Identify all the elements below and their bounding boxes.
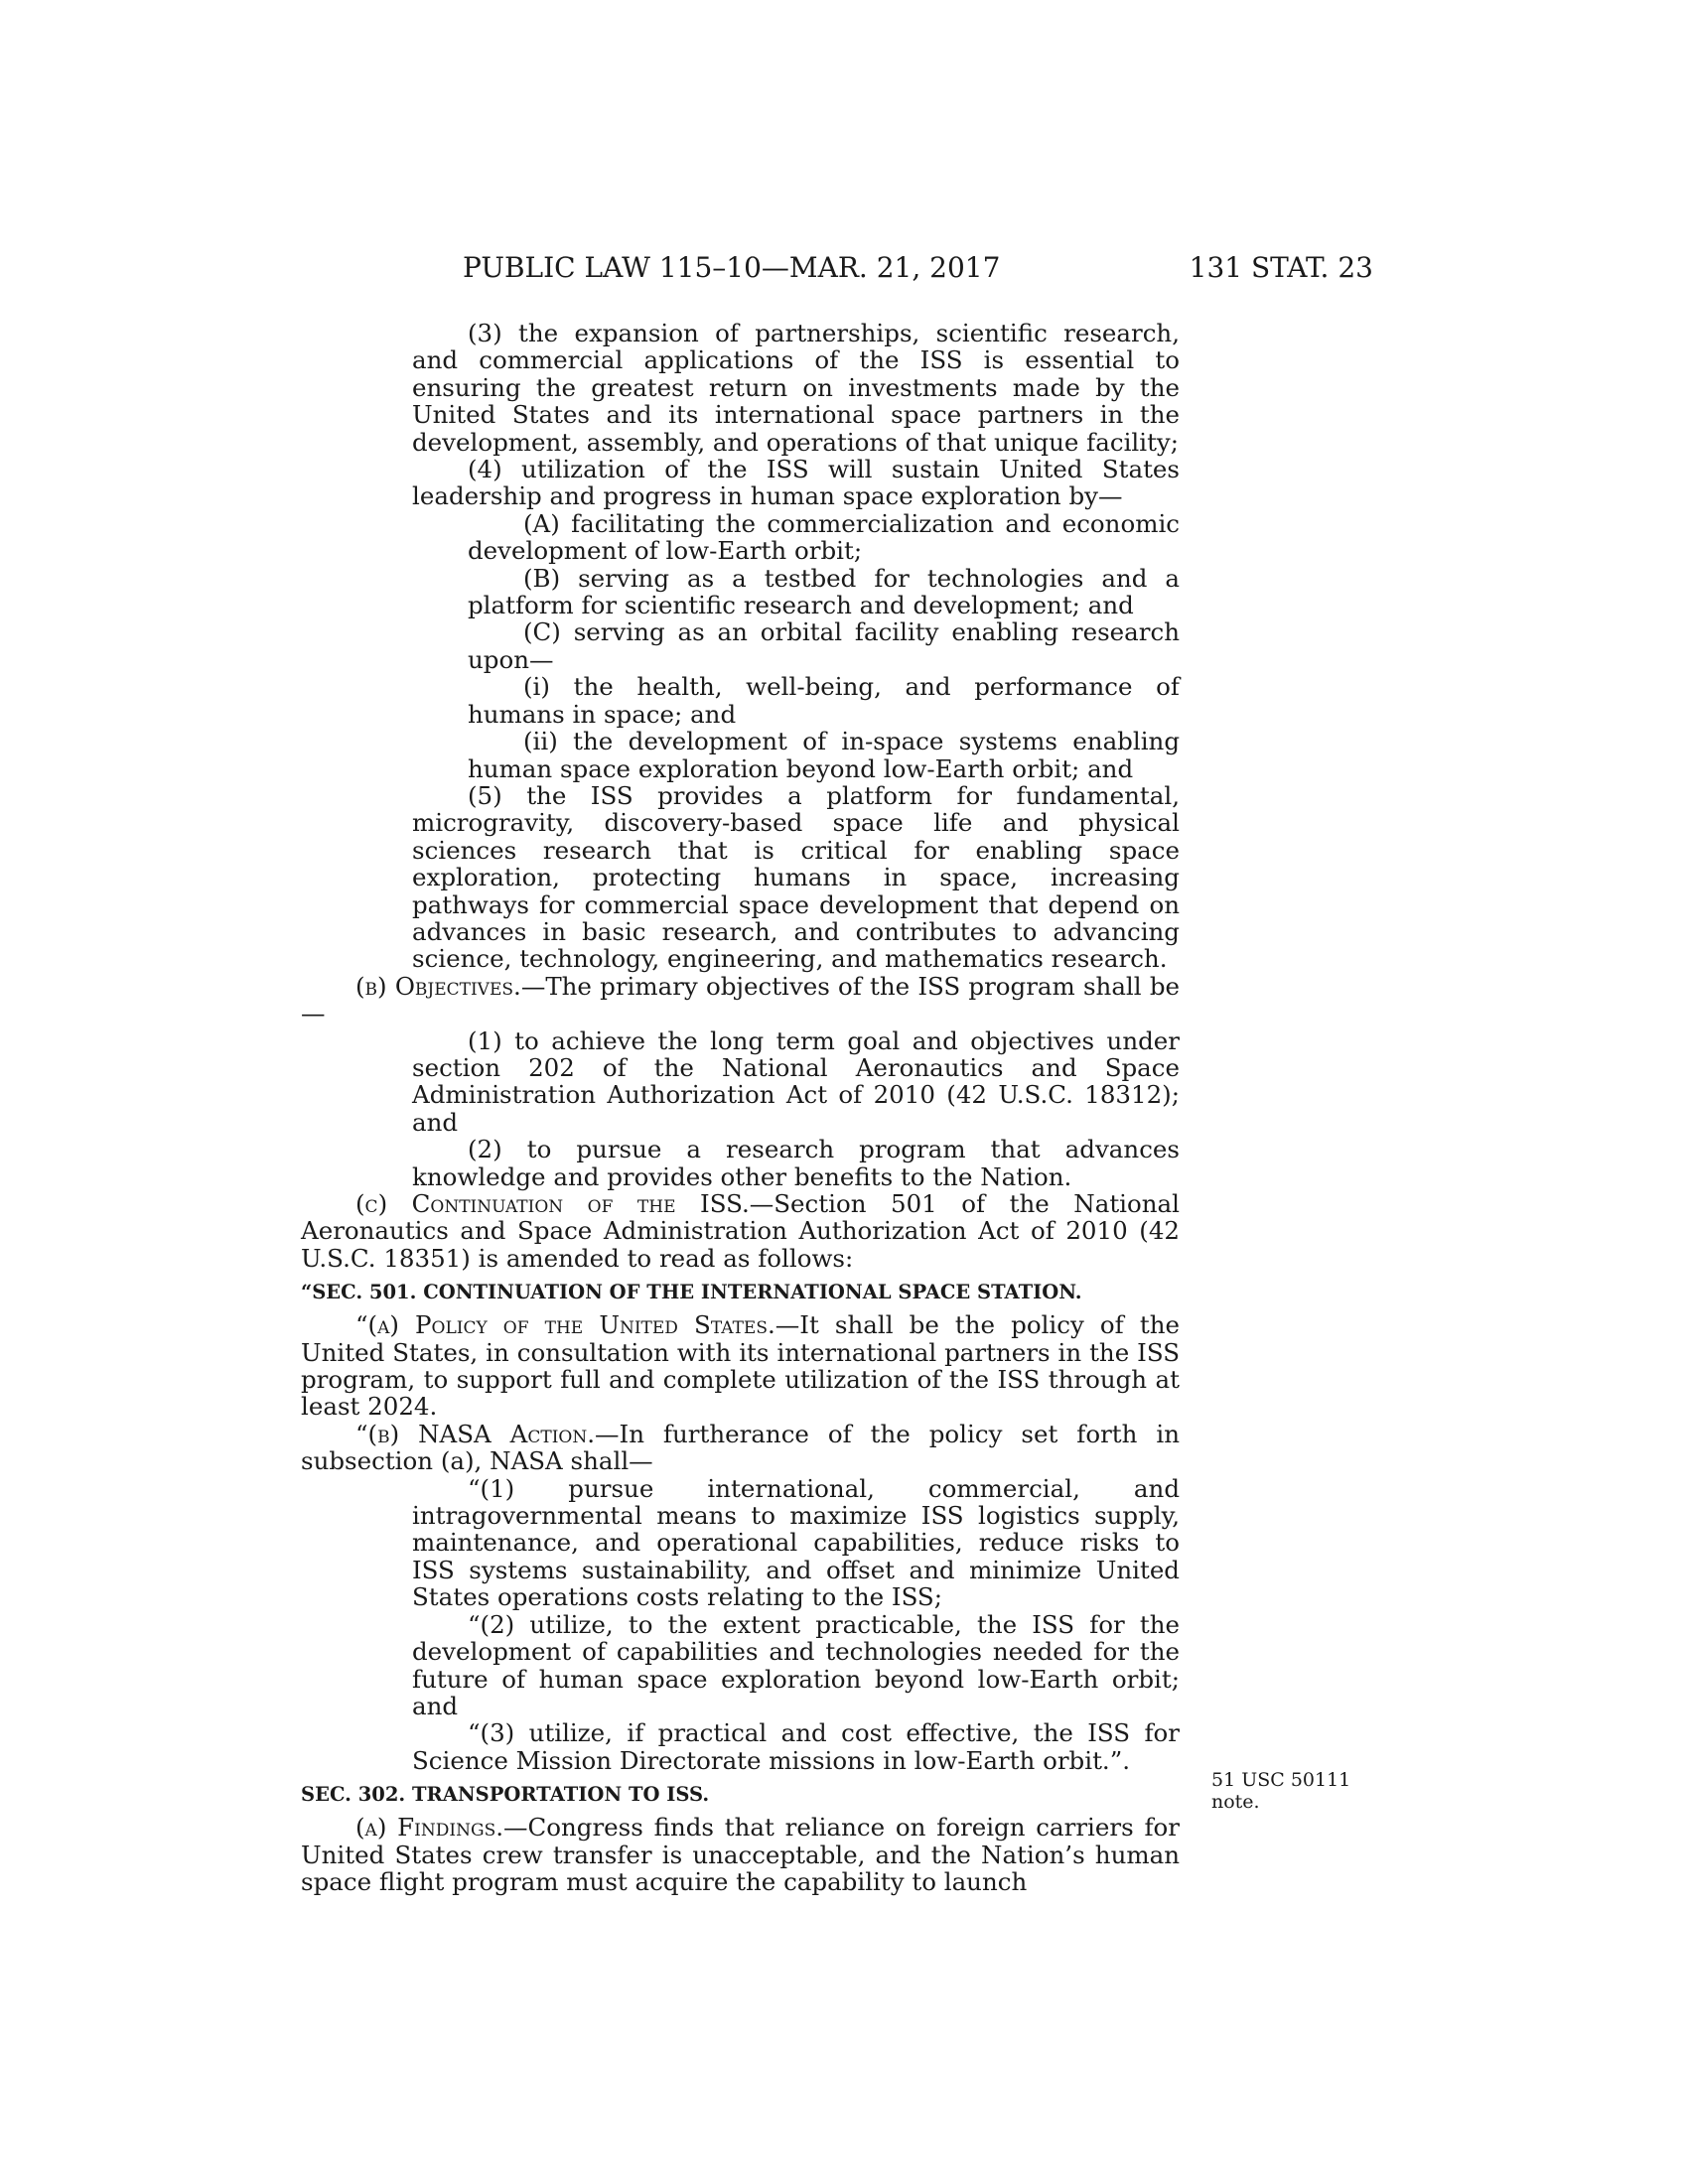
subsection-c <box>301 1190 1180 1272</box>
subsection-b-heading: (b) Objectives. <box>355 971 521 1001</box>
finding-4-c-ii <box>301 728 1180 782</box>
statutes-page-number: 131 STAT. 23 <box>1189 251 1373 284</box>
finding-4-c-i-text: (i) the health, well-being, and performance of humans in space; and <box>468 672 1180 729</box>
finding-4-a: (A) facilitating the commercialization and economic development of low-Earth orbit; <box>468 508 1180 566</box>
law-text <box>301 320 1180 1895</box>
section-501-b-2: “(2) utilize, to the extent practicable, the ISS for the development of capabilities and technologies needed for the future of human space exploration beyond low-Earth orbit; and <box>412 1609 1180 1720</box>
section-302-heading: SEC. 302. TRANSPORTATION TO ISS. <box>301 1783 710 1807</box>
section-302-a-heading: (a) Findings. <box>355 1813 503 1843</box>
section-501-a-heading: “(a) Policy of the United States. <box>355 1310 775 1340</box>
subsection-c-text: —Section 501 of the National Aeronautics and Space Administration Authorization Act of 2010 (42 U.S.C. 18351) is amended to read as follows: <box>301 1189 1180 1273</box>
finding-4-c-i <box>301 673 1180 728</box>
margin-note <box>1211 1769 1370 1813</box>
section-302-a <box>301 1814 1180 1895</box>
running-title: PUBLIC LAW 115–10—MAR. 21, 2017 <box>463 251 1001 284</box>
page-header <box>301 248 1373 288</box>
finding-4: (4) utilization of the ISS will sustain United States leadership and progress in human space exploration by— <box>412 455 1180 511</box>
section-501-a <box>301 1311 1180 1421</box>
finding-4-c-ii-text: (ii) the development of in-space systems enabling human space exploration beyond low-Earth orbit; and <box>468 727 1180 783</box>
finding-4-c: (C) serving as an orbital facility enabling research upon— <box>468 617 1180 674</box>
finding-3: (3) the expansion of partnerships, scientific research, and commercial applications of the ISS is essential to ensuring the greatest return on investments made by the United States and its international space partners in the development, assembly, and operations of that unique facility; <box>412 319 1180 457</box>
subsection-b-text: —The primary objectives of the ISS program shall be— <box>301 971 1180 1028</box>
subsection-c-heading: (c) Continuation of the ISS. <box>355 1189 750 1218</box>
section-501-b-1: “(1) pursue international, commercial, and intragovernmental means to maximize ISS logistics supply, maintenance, and operational capabilities, reduce risks to ISS systems sustainability, and offset and minimize United States operations costs relating to the ISS; <box>412 1473 1180 1612</box>
section-501-b <box>301 1421 1180 1475</box>
objective-1: (1) to achieve the long term goal and objectives under section 202 of the National Aeronautics and Space Administration Authorization Act of 2010 (42 U.S.C. 18312); and <box>412 1025 1180 1137</box>
section-501-b-heading: “(b) NASA Action. <box>355 1419 596 1448</box>
finding-4-b: (B) serving as a testbed for technologies and a platform for scientific research and development; and <box>468 563 1180 620</box>
subsection-b <box>301 973 1180 1027</box>
objective-2: (2) to pursue a research program that advances knowledge and provides other benefits to the Nation. <box>412 1135 1180 1191</box>
margin-note-suffix: note. <box>1211 1791 1260 1813</box>
section-501-b-text: —In furtherance of the policy set forth in subsection (a), NASA shall— <box>301 1419 1180 1476</box>
section-302-a-text: —Congress finds that reliance on foreign carriers for United States crew transfer is unacceptable, and the Nation’s human space flight program must acquire the capability to launch <box>301 1813 1180 1896</box>
finding-5: (5) the ISS provides a platform for fundamental, microgravity, discovery-based space life and physical sciences research that is critical for enabling space exploration, protecting humans in space, increasing pathways for commercial space development that depend on advances in basic research, and contributes to advancing science, technology, engineering, and mathematics research. <box>412 780 1180 974</box>
section-501-b-3: “(3) utilize, if practical and cost effective, the ISS for Science Mission Directorate missions in low-Earth orbit.”. <box>412 1718 1180 1775</box>
margin-note-citation: 51 USC 50111 <box>1211 1769 1351 1791</box>
section-501-a-text: —It shall be the policy of the United States, in consultation with its international partners in the ISS program, to support full and complete utilization of the ISS through at least 2024. <box>301 1310 1180 1422</box>
section-501-heading: “SEC. 501. CONTINUATION OF THE INTERNATIONAL SPACE STATION. <box>301 1281 1082 1304</box>
